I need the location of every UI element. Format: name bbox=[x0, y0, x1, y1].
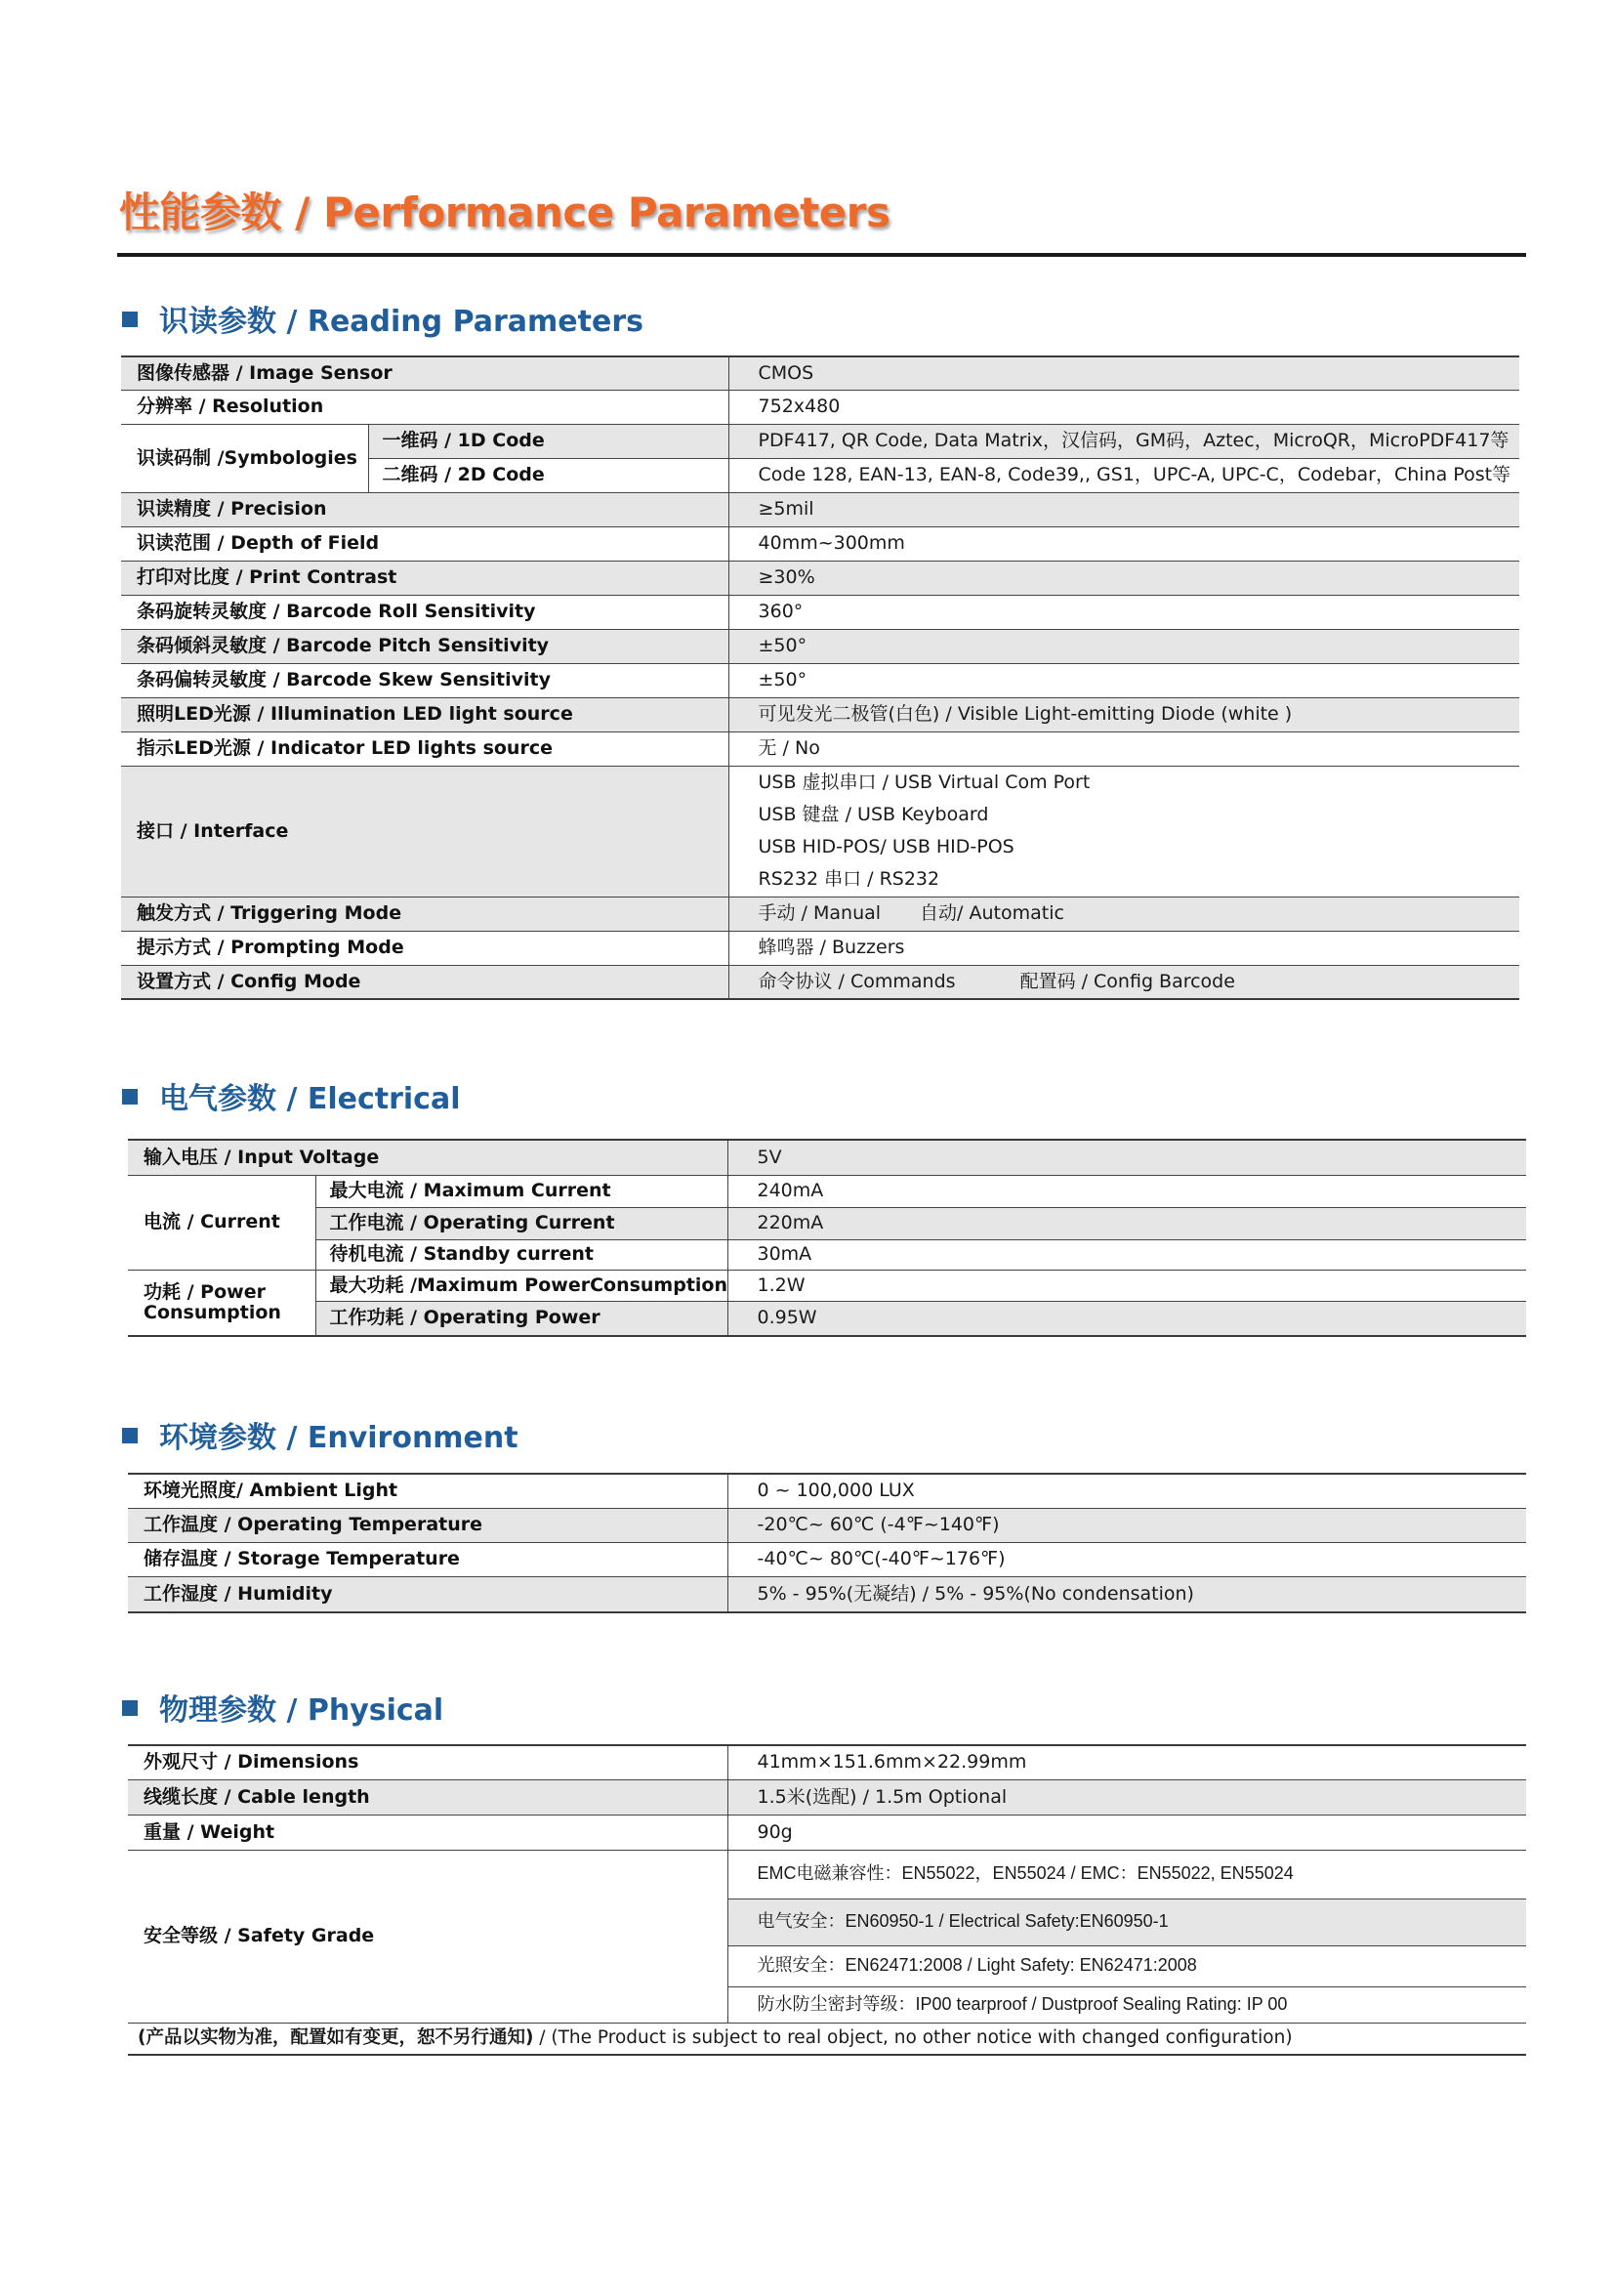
table-row bbox=[121, 424, 1519, 458]
row-value-list bbox=[728, 766, 1519, 897]
list-item: USB 虚拟串口 / USB Virtual Com Port bbox=[758, 772, 1091, 793]
row-label: 触发方式 / Triggering Mode bbox=[121, 897, 728, 931]
value-part: 命令协议 / Commands bbox=[758, 970, 956, 992]
table-row bbox=[121, 766, 1519, 897]
row-label: 识读精度 / Precision bbox=[121, 492, 728, 526]
table-row bbox=[121, 492, 1519, 526]
table-row bbox=[128, 1140, 1526, 1175]
row-label: 环境光照度/ Ambient Light bbox=[128, 1474, 727, 1508]
list-item: USB 键盘 / USB Keyboard bbox=[758, 804, 989, 825]
table-row bbox=[121, 663, 1519, 697]
table-row bbox=[128, 1779, 1526, 1815]
row-label: 识读范围 / Depth of Field bbox=[121, 526, 728, 561]
row-label: 安全等级 / Safety Grade bbox=[128, 1850, 727, 2023]
row-label: 照明LED光源 / Illumination LED light source bbox=[121, 697, 728, 731]
value-part: 配置码 / Config Barcode bbox=[1019, 970, 1235, 992]
row-value: 30mA bbox=[727, 1239, 1526, 1270]
table-row bbox=[128, 2023, 1526, 2055]
square-bullet-icon bbox=[122, 312, 138, 327]
row-label bbox=[128, 1270, 315, 1336]
row-value: Code 128, EAN-13, EAN-8, Code39,, GS1，UPC-A, UPC-C，Codebar，China Post等 bbox=[728, 458, 1519, 492]
row-value: 电气安全：EN60950-1 / Electrical Safety:EN60950-1 bbox=[727, 1899, 1526, 1945]
table-row bbox=[121, 965, 1519, 999]
row-value: 5V bbox=[727, 1140, 1526, 1175]
table-row bbox=[128, 1508, 1526, 1542]
section-heading-physical-text: 物理参数 / Physical bbox=[159, 1693, 444, 1728]
square-bullet-icon bbox=[122, 1700, 138, 1716]
footnote bbox=[128, 2023, 1526, 2055]
row-value: -20℃~ 60℃ (-4℉~140℉) bbox=[727, 1508, 1526, 1542]
row-value: 40mm~300mm bbox=[728, 526, 1519, 561]
row-label: 输入电压 / Input Voltage bbox=[128, 1140, 727, 1175]
row-label: 条码旋转灵敏度 / Barcode Roll Sensitivity bbox=[121, 595, 728, 629]
row-value: 1.2W bbox=[727, 1270, 1526, 1301]
row-label: 提示方式 / Prompting Mode bbox=[121, 931, 728, 965]
row-value: 41mm×151.6mm×22.99mm bbox=[727, 1745, 1526, 1779]
section-heading-electrical-text: 电气参数 / Electrical bbox=[159, 1082, 461, 1116]
row-label: 线缆长度 / Cable length bbox=[128, 1779, 727, 1815]
row-label: 电流 / Current bbox=[128, 1175, 315, 1270]
row-value: PDF417, QR Code, Data Matrix，汉信码，GM码，Aztec，MicroQR，MicroPDF417等 bbox=[728, 424, 1519, 458]
row-label: 识读码制 /Symbologies bbox=[121, 424, 368, 492]
list-item: USB HID-POS/ USB HID-POS bbox=[758, 836, 1014, 857]
row-value: EMC电磁兼容性：EN55022，EN55024 / EMC：EN55022, EN55024 bbox=[727, 1850, 1526, 1899]
row-value: ≥5mil bbox=[728, 492, 1519, 526]
row-sublabel: 工作电流 / Operating Current bbox=[315, 1207, 727, 1239]
table-row bbox=[128, 1270, 1526, 1301]
row-label: 指示LED光源 / Indicator LED lights source bbox=[121, 731, 728, 766]
list-item: RS232 串口 / RS232 bbox=[758, 868, 940, 890]
row-sublabel: 工作功耗 / Operating Power bbox=[315, 1301, 727, 1336]
square-bullet-icon bbox=[122, 1428, 138, 1443]
section-heading-reading-text: 识读参数 / Reading Parameters bbox=[159, 305, 643, 339]
row-value: 360° bbox=[728, 595, 1519, 629]
row-sublabel: 待机电流 / Standby current bbox=[315, 1239, 727, 1270]
row-sublabel: 二维码 / 2D Code bbox=[368, 458, 728, 492]
table-row bbox=[128, 1175, 1526, 1207]
table-row bbox=[128, 1815, 1526, 1850]
row-value bbox=[728, 897, 1519, 931]
table-row bbox=[128, 1850, 1526, 1899]
row-value: 防水防尘密封等级：IP00 tearproof / Dustproof Sealing Rating: IP 00 bbox=[727, 1986, 1526, 2023]
row-label: 设置方式 / Config Mode bbox=[121, 965, 728, 999]
row-value: ≥30% bbox=[728, 561, 1519, 595]
row-value: -40℃~ 80℃(-40℉~176℉) bbox=[727, 1542, 1526, 1576]
row-label: 工作温度 / Operating Temperature bbox=[128, 1508, 727, 1542]
row-label: 分辨率 / Resolution bbox=[121, 390, 728, 424]
table-row bbox=[128, 1474, 1526, 1508]
row-label: 条码偏转灵敏度 / Barcode Skew Sensitivity bbox=[121, 663, 728, 697]
row-value: 90g bbox=[727, 1815, 1526, 1850]
section-heading-environment bbox=[122, 1413, 518, 1456]
page-title: 性能参数 / Performance Parameters bbox=[119, 188, 890, 236]
table-row bbox=[121, 595, 1519, 629]
row-value: CMOS bbox=[728, 356, 1519, 390]
section-heading-physical bbox=[122, 1686, 443, 1729]
reading-parameters-table bbox=[121, 355, 1519, 1000]
table-row bbox=[128, 1301, 1526, 1336]
row-value: 可见发光二极管(白色) / Visible Light-emitting Diode (white ) bbox=[728, 697, 1519, 731]
row-label: 工作湿度 / Humidity bbox=[128, 1576, 727, 1612]
row-sublabel: 一维码 / 1D Code bbox=[368, 424, 728, 458]
row-value: 220mA bbox=[727, 1207, 1526, 1239]
table-row bbox=[128, 1239, 1526, 1270]
table-row bbox=[121, 629, 1519, 663]
row-label: 接口 / Interface bbox=[121, 766, 728, 897]
row-sublabel: 最大功耗 /Maximum PowerConsumption bbox=[315, 1270, 727, 1301]
row-value: 无 / No bbox=[728, 731, 1519, 766]
row-sublabel: 最大电流 / Maximum Current bbox=[315, 1175, 727, 1207]
environment-table bbox=[128, 1473, 1526, 1613]
section-heading-electrical bbox=[122, 1074, 460, 1117]
row-label: 打印对比度 / Print Contrast bbox=[121, 561, 728, 595]
row-label: 条码倾斜灵敏度 / Barcode Pitch Sensitivity bbox=[121, 629, 728, 663]
footnote-en: / (The Product is subject to real object, no other notice with changed configuration) bbox=[533, 2027, 1293, 2049]
row-value: 240mA bbox=[727, 1175, 1526, 1207]
table-row bbox=[121, 697, 1519, 731]
table-row bbox=[128, 1542, 1526, 1576]
title-divider bbox=[117, 253, 1526, 257]
row-value: 蜂鸣器 / Buzzers bbox=[728, 931, 1519, 965]
row-label-line: Consumption bbox=[144, 1301, 281, 1323]
section-heading-environment-text: 环境参数 / Environment bbox=[159, 1421, 518, 1455]
square-bullet-icon bbox=[122, 1089, 138, 1105]
row-value: ±50° bbox=[728, 629, 1519, 663]
table-row bbox=[121, 390, 1519, 424]
electrical-table bbox=[128, 1139, 1526, 1337]
row-value: 光照安全：EN62471:2008 / Light Safety: EN62471:2008 bbox=[727, 1945, 1526, 1986]
table-row bbox=[128, 1207, 1526, 1239]
row-value: 1.5米(选配) / 1.5m Optional bbox=[727, 1779, 1526, 1815]
row-value: ±50° bbox=[728, 663, 1519, 697]
table-row bbox=[121, 931, 1519, 965]
section-heading-reading bbox=[122, 297, 643, 340]
row-label: 图像传感器 / Image Sensor bbox=[121, 356, 728, 390]
row-value bbox=[728, 965, 1519, 999]
row-label-line: 功耗 / Power bbox=[144, 1280, 266, 1303]
table-row bbox=[128, 1745, 1526, 1779]
row-value: 0 ~ 100,000 LUX bbox=[727, 1474, 1526, 1508]
footnote-cn: (产品以实物为准，配置如有变更，恕不另行通知) bbox=[138, 2027, 534, 2049]
table-row bbox=[128, 1576, 1526, 1612]
row-label: 重量 / Weight bbox=[128, 1815, 727, 1850]
physical-table bbox=[128, 1744, 1526, 2056]
value-part: 手动 / Manual bbox=[758, 902, 882, 925]
table-row bbox=[121, 526, 1519, 561]
table-row bbox=[121, 356, 1519, 390]
row-value: 752x480 bbox=[728, 390, 1519, 424]
row-label: 外观尺寸 / Dimensions bbox=[128, 1745, 727, 1779]
row-label: 储存温度 / Storage Temperature bbox=[128, 1542, 727, 1576]
table-row bbox=[121, 731, 1519, 766]
table-row bbox=[121, 897, 1519, 931]
value-part: 自动/ Automatic bbox=[920, 902, 1064, 925]
table-row bbox=[121, 561, 1519, 595]
row-value: 5% - 95%(无凝结) / 5% - 95%(No condensation) bbox=[727, 1576, 1526, 1612]
row-value: 0.95W bbox=[727, 1301, 1526, 1336]
